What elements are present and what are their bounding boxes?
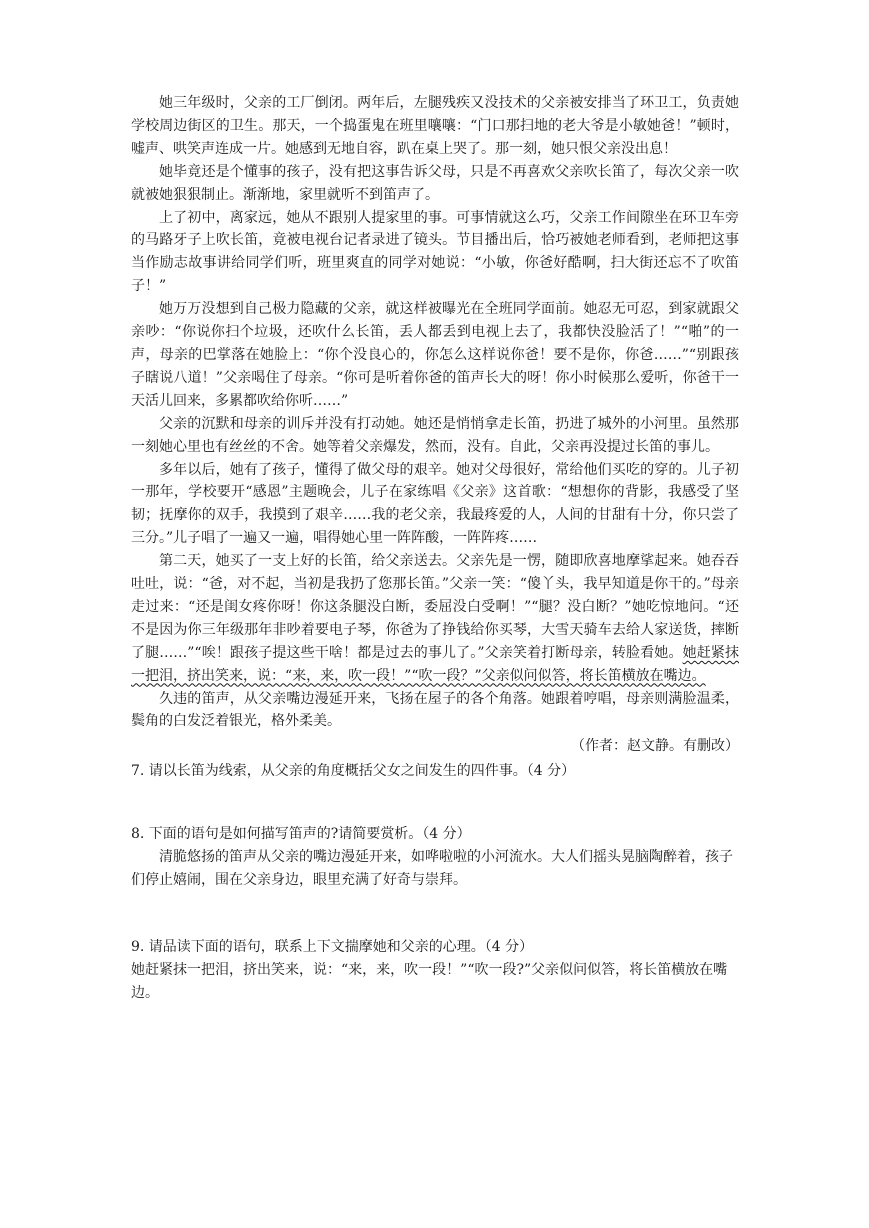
story-paragraph-5: 父亲的沉默和母亲的训斥并没有打动她。她还是悄悄拿走长笛，扔进了城外的小河里。虽然那一刻她心里也有丝丝的不舍。她等着父亲爆发，然而，没有。自此，父亲再没提过长笛的事儿。 bbox=[131, 415, 739, 455]
story-body bbox=[131, 0, 739, 758]
questions-section bbox=[131, 760, 739, 1004]
story-paragraph-1: 她三年级时，父亲的工厂倒闭。两年后，左腿残疾又没技术的父亲被安排当了环卫工，负责她学校周边街区的卫生。那天，一个捣蛋鬼在班里嚷嚷：“门口那扫地的老大爷是小敏她爸！”顿时，嘘声、哄笑声连成一片。她感到无地自容，趴在桌上哭了。那一刻，她只恨父亲没出息！ bbox=[131, 95, 739, 157]
story-paragraph-2: 她毕竟还是个懂事的孩子，没有把这事告诉父母，只是不再喜欢父亲吹长笛了，每次父亲一吹就被她狠狠制止。渐渐地，家里就听不到笛声了。 bbox=[131, 163, 739, 203]
story-paragraph-8: 久违的笛声，从父亲嘴边漫延开来，飞扬在屋子的各个角落。她跟着哼唱，母亲则满脸温柔，鬓角的白发泛着银光，格外柔美。 bbox=[131, 690, 739, 730]
story-paragraph-4: 她万万没想到自己极力隐藏的父亲，就这样被曝光在全班同学面前。她忍无可忍，到家就跟父亲吵：“你说你扫个垃圾，还吹什么长笛，丢人都丢到电视上去了，我都快没脸活了！”“啪”的一声，母亲的巴掌落在她脸上：“你个没良心的，你怎么这样说你爸！要不是你，你爸……”“别跟孩子瞎说八道！”父亲喝住了母亲。“你可是听着你爸的笛声长大的呀！你小时候那么爱听，你爸干一天活儿回来，多累都吹给你听……” bbox=[131, 301, 739, 409]
question-8: 8. 下面的语句是如何描写笛声的?请简要赏析。（4 分） bbox=[131, 826, 471, 843]
author-credit: （作者：赵文静。有删改） bbox=[571, 738, 739, 755]
question-9-quote: 她赶紧抹一把泪，挤出笑来，说：“来，来，吹一段！”“吹一段?”父亲似问似答，将长笛横放在嘴边。 bbox=[131, 961, 728, 1001]
story-paragraph-7-text: 第二天，她买了一支上好的长笛，给父亲送去。父亲先是一愣，随即欣喜地摩挲起来。她吞吞吐吐，说：“爸，对不起，当初是我扔了您那长笛。”父亲一笑：“傻丫头，我早知道是你干的。”母亲走过来：“还是闺女疼你呀！你这条腿没白断，委屈没白受啊！”“腿？没白断？”她吃惊地问。“还不是因为你三年级那年非吵着要电子琴，你爸为了挣钱给你买琴，大雪天骑车去给人家送货，摔断了腿……”“唉！跟孩子提这些干啥！都是过去的事儿了。”父亲笑着打断母亲，转脸看她。 bbox=[131, 553, 739, 661]
question-9: 9. 请品读下面的语句，联系上下文揣摩她和父亲的心理。（4 分） bbox=[131, 938, 534, 955]
story-paragraph-6: 多年以后，她有了孩子，懂得了做父母的艰辛。她对父母很好，常给他们买吃的穿的。儿子初一那年，学校要开“感恩”主题晚会，儿子在家练唱《父亲》这首歌：“想想你的背影，我感受了坚韧；抚摩你的双手，我摸到了艰辛……我的老父亲，我最疼爱的人，人间的甘甜有十分，你只尝了三分。”儿子唱了一遍又一遍，唱得她心里一阵阵酸，一阵阵疼…… bbox=[131, 461, 739, 547]
story-paragraph-7 bbox=[131, 550, 739, 687]
question-8-quote: 清脆悠扬的笛声从父亲的嘴边漫延开来，如哗啦啦的小河流水。大人们摇头晃脑陶醉着，孩子们停止嬉闹，围在父亲身边，眼里充满了好奇与崇拜。 bbox=[131, 849, 733, 888]
question-7: 7. 请以长笛为线索，从父亲的角度概括父女之间发生的四件事。（4 分） bbox=[131, 763, 576, 780]
underlined-sentence: 她赶紧抹一把泪，挤出笑来，说：“来，来，吹一段！”“吹一段？”父亲似问似答，将长笛横放在嘴边。 bbox=[131, 644, 739, 684]
story-paragraph-3: 上了初中，离家远，她从不跟别人提家里的事。可事情就这么巧，父亲工作间隙坐在环卫车旁的马路牙子上吹长笛，竟被电视台记者录进了镜头。节目播出后，恰巧被她老师看到，老师把这事当作励志故事讲给同学们听，班里爽直的同学对她说：“小敏，你爸好酷啊，扫大街还忘不了吹笛子！” bbox=[131, 209, 739, 295]
